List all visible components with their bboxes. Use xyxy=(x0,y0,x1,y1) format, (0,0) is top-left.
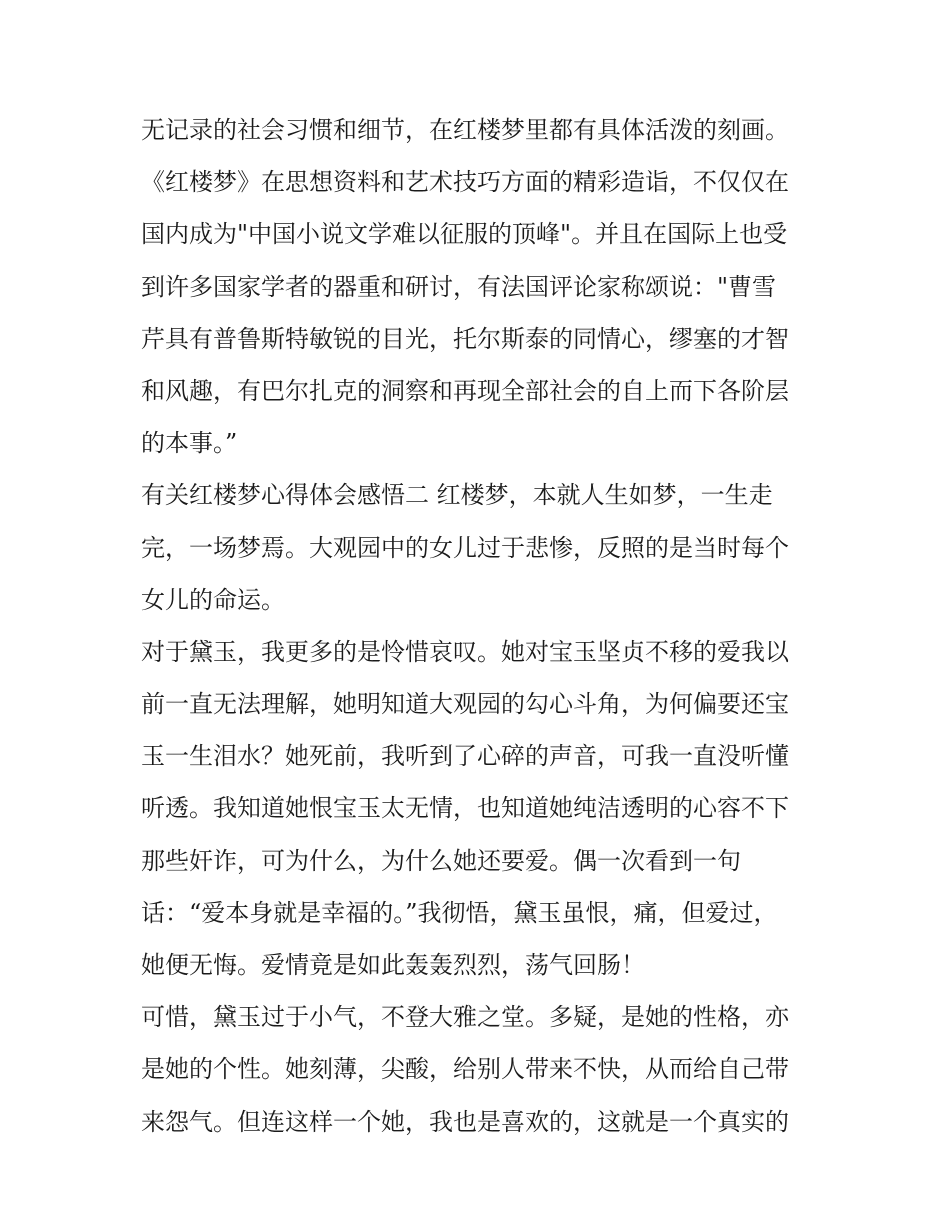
text-line: 前一直无法理解，她明知道大观园的勾心斗角，为何偏要还宝 xyxy=(141,690,789,719)
text-line: 对于黛玉，我更多的是怜惜哀叹。她对宝玉坚贞不移的爱我以 xyxy=(141,637,789,666)
text-line: 话：“爱本身就是幸福的。”我彻悟，黛玉虽恨，痛，但爱过， xyxy=(141,898,778,927)
text-line: 和风趣，有巴尔扎克的洞察和再现全部社会的自上而下各阶层 xyxy=(141,376,789,405)
text-line: 女儿的命运。 xyxy=(141,585,285,614)
text-line: 那些奸诈，可为什么，为什么她还要爱。偶一次看到一句 xyxy=(141,846,741,875)
text-line: 来怨气。但连这样一个她，我也是喜欢的，这就是一个真实的 xyxy=(141,1107,789,1136)
text-line: 是她的个性。她刻薄，尖酸，给别人带来不快，从而给自己带 xyxy=(141,1055,789,1084)
text-line: 有关红楼梦心得体会感悟二 红楼梦，本就人生如梦，一生走 xyxy=(141,481,773,510)
text-line: 可惜，黛玉过于小气，不登大雅之堂。多疑，是她的性格，亦 xyxy=(141,1003,789,1032)
text-line: 国内成为"中国小说文学难以征服的顶峰"。并且在国际上也受 xyxy=(141,220,788,249)
text-line: 她便无悔。爱情竟是如此轰轰烈烈，荡气回肠！ xyxy=(141,951,645,979)
text-line: 的本事。” xyxy=(141,429,238,458)
text-line: 玉一生泪水？她死前，我听到了心碎的声音，可我一直没听懂 xyxy=(141,742,789,771)
text-line: 芹具有普鲁斯特敏锐的目光，托尔斯泰的同情心，缪塞的才智 xyxy=(141,324,789,353)
text-line: 《红楼梦》在思想资料和艺术技巧方面的精彩造诣，不仅仅在 xyxy=(141,168,789,197)
text-line: 到许多国家学者的器重和研讨，有法国评论家称颂说："曹雪 xyxy=(141,272,777,301)
body-text xyxy=(141,104,831,1148)
text-line: 听透。我知道她恨宝玉太无情，也知道她纯洁透明的心容不下 xyxy=(141,794,789,823)
text-line: 无记录的社会习惯和细节，在红楼梦里都有具体活泼的刻画。 xyxy=(141,116,789,144)
text-line: 完，一场梦焉。大观园中的女儿过于悲惨，反照的是当时每个 xyxy=(141,533,789,562)
